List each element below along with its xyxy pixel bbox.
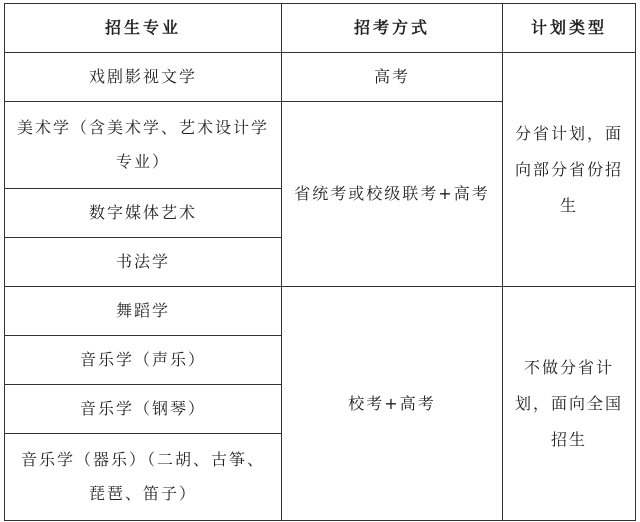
plan-cell: 分省计划，面向部分省份招生 [503, 53, 636, 287]
method-cell: 校考+高考 [282, 287, 503, 521]
major-cell: 美术学（含美术学、艺术设计学专业） [5, 102, 282, 189]
table-row [5, 53, 636, 102]
major-cell: 戏剧影视文学 [5, 53, 282, 102]
header-row [5, 4, 636, 53]
header-method: 招考方式 [282, 4, 503, 53]
major-cell: 数字媒体艺术 [5, 189, 282, 238]
header-plan: 计划类型 [503, 4, 636, 53]
method-cell: 省统考或校级联考+高考 [282, 102, 503, 287]
major-cell: 书法学 [5, 238, 282, 287]
header-major: 招生专业 [5, 4, 282, 53]
major-cell: 音乐学（钢琴） [5, 385, 282, 434]
table-row [5, 287, 636, 336]
major-cell: 舞蹈学 [5, 287, 282, 336]
major-cell: 音乐学（声乐） [5, 336, 282, 385]
major-cell: 音乐学（器乐）（二胡、古筝、琵琶、笛子） [5, 434, 282, 521]
method-cell: 高考 [282, 53, 503, 102]
plan-cell: 不做分省计划，面向全国招生 [503, 287, 636, 521]
admissions-table [4, 3, 636, 521]
